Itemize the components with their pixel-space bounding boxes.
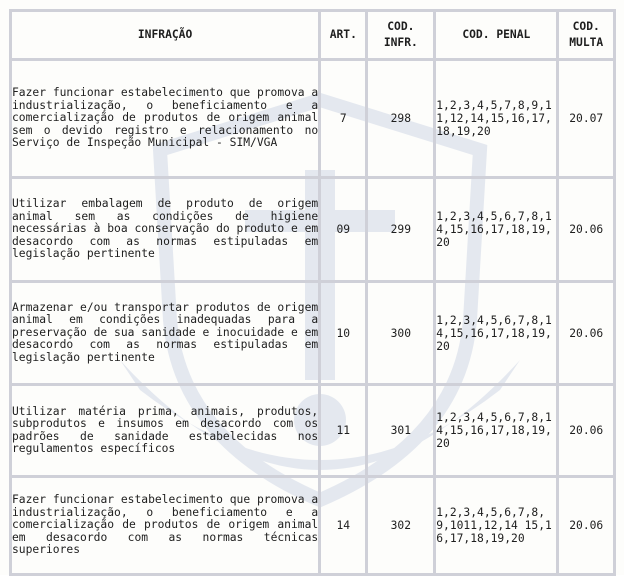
cod-penal-cell: 1,2,3,4,5,7,8,9,11,12,14,15,16,17,18,19,20 bbox=[435, 60, 558, 178]
cod-infr-cell: 302 bbox=[367, 477, 435, 575]
infracao-cell: Armazenar e/ou transportar produtos de origem animal em condições inadequadas para a preservação de sua sanidade e inocuidade e em desacordo com as normas estipuladas em legislação pertinente bbox=[11, 282, 320, 385]
header-art: ART. bbox=[320, 11, 367, 60]
table-header-row bbox=[11, 11, 615, 60]
art-cell: 7 bbox=[320, 60, 367, 178]
cod-infr-cell: 298 bbox=[367, 60, 435, 178]
cod-multa-cell: 20.06 bbox=[558, 477, 615, 575]
table-row bbox=[11, 282, 615, 385]
infraction-table bbox=[9, 9, 616, 576]
cod-infr-cell: 299 bbox=[367, 178, 435, 282]
cod-infr-cell: 301 bbox=[367, 385, 435, 477]
cod-penal-cell: 1,2,3,4,5,6,7,8,14,15,16,17,18,19,20 bbox=[435, 385, 558, 477]
cod-penal-cell: 1,2,3,4,5,6,7,8,14,15,16,17,18,19,20 bbox=[435, 178, 558, 282]
cod-multa-cell: 20.06 bbox=[558, 385, 615, 477]
cod-multa-cell: 20.06 bbox=[558, 282, 615, 385]
art-cell: 11 bbox=[320, 385, 367, 477]
art-cell: 09 bbox=[320, 178, 367, 282]
infracao-cell: Fazer funcionar estabelecimento que promova a industrialização, o beneficiamento e a comercialização de produtos de origem animal sem o devido registro e relacionamento no Serviço de Inspeção Municipal - SIM/VGA bbox=[11, 60, 320, 178]
infracao-cell: Utilizar matéria prima, animais, produtos, subprodutos e insumos em desacordo com os padrões de sanidade estabelecidas nos regulamentos específicos bbox=[11, 385, 320, 477]
infracao-cell: Fazer funcionar estabelecimento que promova a industrialização, o beneficiamento e a comercialização de produtos de origem animal em desacordo com as normas técnicas superiores bbox=[11, 477, 320, 575]
cod-penal-cell: 1,2,3,4,5,6,7,8,9,1011,12,14 15,16,17,18,19,20 bbox=[435, 477, 558, 575]
table-row bbox=[11, 477, 615, 575]
table-row bbox=[11, 178, 615, 282]
table-row bbox=[11, 385, 615, 477]
art-cell: 10 bbox=[320, 282, 367, 385]
cod-multa-cell: 20.06 bbox=[558, 178, 615, 282]
table-row bbox=[11, 60, 615, 178]
cod-multa-cell: 20.07 bbox=[558, 60, 615, 178]
cod-infr-cell: 300 bbox=[367, 282, 435, 385]
header-cod-multa: COD. MULTA bbox=[558, 11, 615, 60]
cod-penal-cell: 1,2,3,4,5,6,7,8,14,15,16,17,18,19,20 bbox=[435, 282, 558, 385]
infracao-cell: Utilizar embalagem de produto de origem animal sem as condições de higiene necessárias à boa conservação do produto e em desacordo com as normas estipuladas em legislação pertinente bbox=[11, 178, 320, 282]
header-infracao: INFRAÇÃO bbox=[11, 11, 320, 60]
header-cod-infr: COD. INFR. bbox=[367, 11, 435, 60]
art-cell: 14 bbox=[320, 477, 367, 575]
header-cod-penal: COD. PENAL bbox=[435, 11, 558, 60]
